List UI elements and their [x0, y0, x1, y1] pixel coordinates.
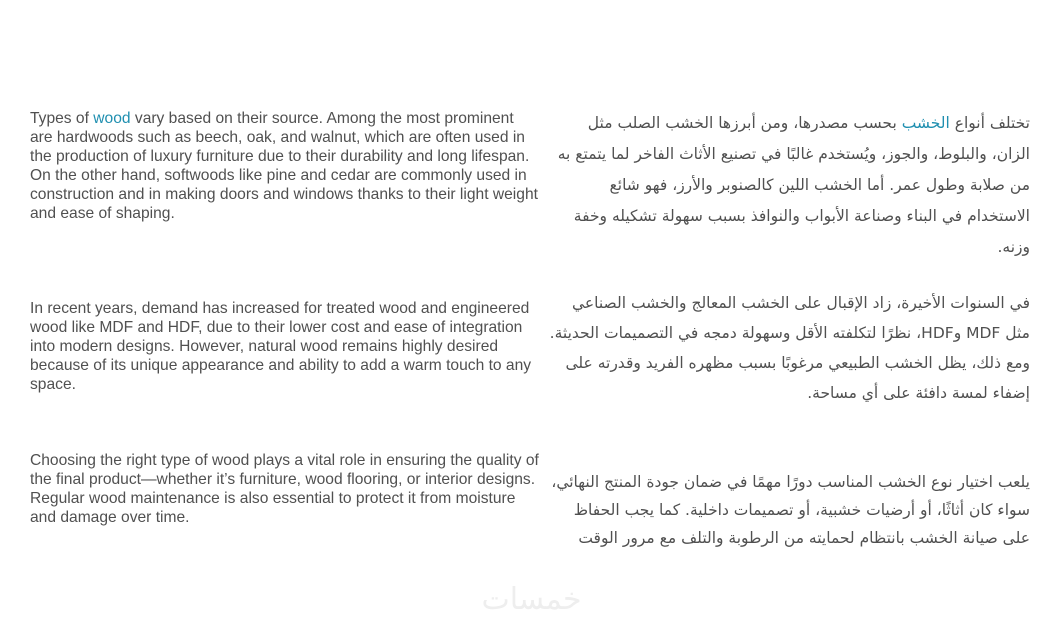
english-highlight-wood: wood	[93, 110, 131, 127]
english-paragraph-1-start: Types of	[30, 110, 94, 127]
arabic-paragraph-1-start: تختلف أنواع	[949, 114, 1030, 132]
arabic-paragraph-1-rest: بحسب مصدرها، ومن أبرزها الخشب الصلب مثل الزان، والبلوط، والجوز، ويُستخدم غالبًا في تصنيع الأثاث الفاخر لما يتمتع به من صلابة وطول عمر. أما الخشب اللين كالصنوبر والأرز، فهو شائع الاستخدام في البناء وصناعة الأبواب والنوافذ بسبب سهولة تشكيله وخفة وزنه.	[557, 114, 1030, 256]
arabic-highlight-wood: الخشب	[901, 114, 950, 132]
english-paragraph-1	[30, 109, 540, 224]
watermark-logo: خمسات	[481, 582, 582, 617]
arabic-paragraph-1	[545, 108, 1030, 263]
arabic-paragraph-3: يلعب اختيار نوع الخشب المناسب دورًا مهمًا في ضمان جودة المنتج النهائي، سواء كان أثاثًا، أو أرضيات خشبية، أو تصميمات داخلية. كما يجب الحفاظ على صيانة الخشب بانتظام لحمايته من الرطوبة والتلف مع مرور الوقت	[551, 473, 1030, 547]
english-paragraph-2: In recent years, demand has increased for treated wood and engineered wood like MDF and HDF, due to their lower cost and ease of integration into modern designs. However, natural wood remains highly desired because of its unique appearance and ability to add a warm touch to any space.	[30, 300, 532, 394]
english-paragraph-3: Choosing the right type of wood plays a vital role in ensuring the quality of the final product—whether it’s furniture, wood flooring, or interior designs. Regular wood maintenance is also essential to protect it from moisture and damage over time.	[30, 452, 539, 527]
arabic-paragraph-2: في السنوات الأخيرة، زاد الإقبال على الخشب المعالج والخشب الصناعي مثل MDF وHDF، نظرًا لتكلفته الأقل وسهولة دمجه في التصميمات الحديثة. ومع ذلك، يظل الخشب الطبيعي مرغوبًا بسبب مظهره الفريد وقدرته على إضفاء لمسة دافئة على أي مساحة.	[549, 294, 1030, 402]
english-paragraph-1-rest: vary based on their source. Among the most prominent are hardwoods such as beech, oak, and walnut, which are often used in the production of luxury furniture due to their durability and long lifespan. On the other hand, softwoods like pine and cedar are commonly used in construction and in making doors and windows thanks to their light weight and ease of shaping.	[30, 110, 538, 223]
